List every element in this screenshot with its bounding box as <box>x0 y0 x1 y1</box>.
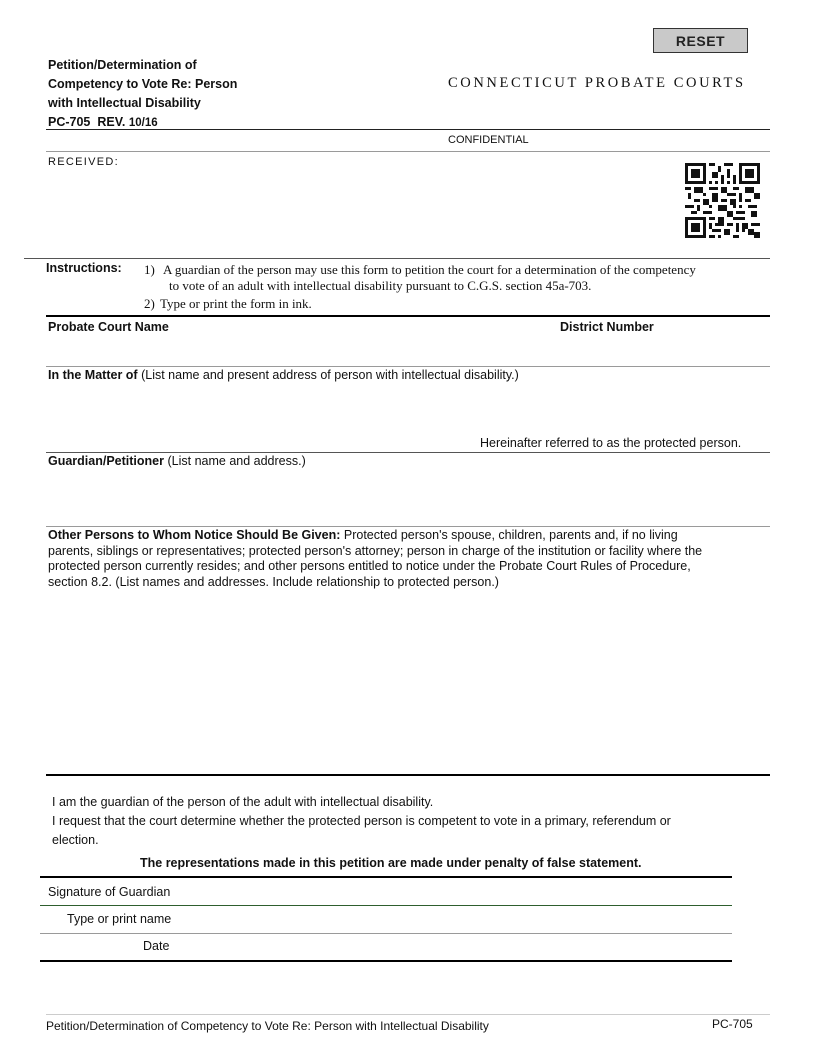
form-title <box>48 56 278 133</box>
others-line-1 <box>48 528 770 544</box>
others-field[interactable] <box>48 596 767 772</box>
print-name-field[interactable] <box>200 909 734 933</box>
matter-divider <box>46 452 770 453</box>
date-label: Date <box>143 939 170 953</box>
confidential-divider <box>46 151 770 152</box>
guardian-divider <box>46 526 770 527</box>
form-number: PC-705 <box>48 115 91 129</box>
reset-button[interactable]: RESET <box>653 28 748 53</box>
matter-field[interactable] <box>48 386 767 436</box>
guardian-statement <box>52 793 671 850</box>
footer-divider <box>46 1014 770 1015</box>
district-number-label: District Number <box>560 320 654 334</box>
matter-heading <box>48 368 519 382</box>
footer-form-number: PC-705 <box>712 1017 753 1031</box>
instruction-1-number: 1) <box>144 262 155 277</box>
instructions-divider <box>24 258 770 259</box>
rev-label: REV. <box>97 115 126 129</box>
signature-rule <box>40 905 732 906</box>
signature-top-rule <box>40 876 732 878</box>
guardian-heading <box>48 454 306 468</box>
penalty-statement: The representations made in this petition are made under penalty of false statement. <box>140 856 642 870</box>
guardian-field[interactable] <box>48 472 767 526</box>
instruction-2-number: 2) <box>144 296 155 311</box>
court-section-divider <box>46 315 770 317</box>
signature-area[interactable] <box>200 880 730 904</box>
others-line-4: section 8.2. (List names and addresses. Include relationship to protected person.) <box>48 574 499 589</box>
matter-hint: (List name and present address of person with intellectual disability.) <box>141 368 519 382</box>
guardian-label: Guardian/Petitioner <box>48 454 164 468</box>
instruction-1-line: A guardian of the person may use this form to petition the court for a determination of the competency <box>163 262 696 277</box>
instruction-2-line: Type or print the form in ink. <box>160 296 312 311</box>
court-divider <box>46 366 770 367</box>
form-title-line: Petition/Determination of <box>48 58 197 72</box>
others-text: Protected person's spouse, children, parents and, if no living <box>343 528 678 542</box>
statement-line: I am the guardian of the person of the adult with intellectual disability. <box>52 795 434 809</box>
instructions-label: Instructions: <box>46 261 122 275</box>
signature-label: Signature of Guardian <box>48 885 171 899</box>
others-instructions <box>48 528 770 590</box>
statement-line: election. <box>52 833 99 847</box>
statement-line: I request that the court determine whether the protected person is competent to vote in a primary, referendum or <box>52 814 671 828</box>
protected-person-note: Hereinafter referred to as the protected person. <box>480 436 742 450</box>
confidential-label: CONFIDENTIAL <box>448 134 529 146</box>
rev-date: 10/16 <box>128 117 158 129</box>
footer-title: Petition/Determination of Competency to Vote Re: Person with Intellectual Disability <box>46 1019 489 1033</box>
form-number-line <box>48 113 278 133</box>
probate-court-name-field[interactable] <box>48 338 542 364</box>
matter-label: In the Matter of <box>48 368 138 382</box>
others-divider <box>46 774 770 776</box>
probate-court-name-label: Probate Court Name <box>48 320 169 334</box>
others-label: Other Persons to Whom Notice Should Be Given: <box>48 528 341 542</box>
guardian-hint: (List name and address.) <box>167 454 306 468</box>
print-name-rule <box>40 933 732 934</box>
others-line-2: parents, siblings or representatives; protected person's attorney; person in charge of the institution or facility where the <box>48 543 703 558</box>
qr-code-icon <box>685 163 760 238</box>
district-number-field[interactable] <box>560 338 769 364</box>
received-label: RECEIVED: <box>48 156 119 168</box>
instruction-1-line: to vote of an adult with intellectual disability pursuant to C.G.S. section 45a-703. <box>169 278 592 293</box>
others-line-3: protected person currently resides; and other persons entitled to notice under the Probate Court Rules of Procedure, <box>48 559 691 573</box>
form-title-line: with Intellectual Disability <box>48 96 201 110</box>
header-divider <box>46 129 770 130</box>
form-title-line: Competency to Vote Re: Person <box>48 77 238 91</box>
print-name-label: Type or print name <box>67 912 172 926</box>
date-rule <box>40 960 732 962</box>
court-system-title: CONNECTICUT PROBATE COURTS <box>448 75 746 91</box>
date-field[interactable] <box>200 936 734 960</box>
